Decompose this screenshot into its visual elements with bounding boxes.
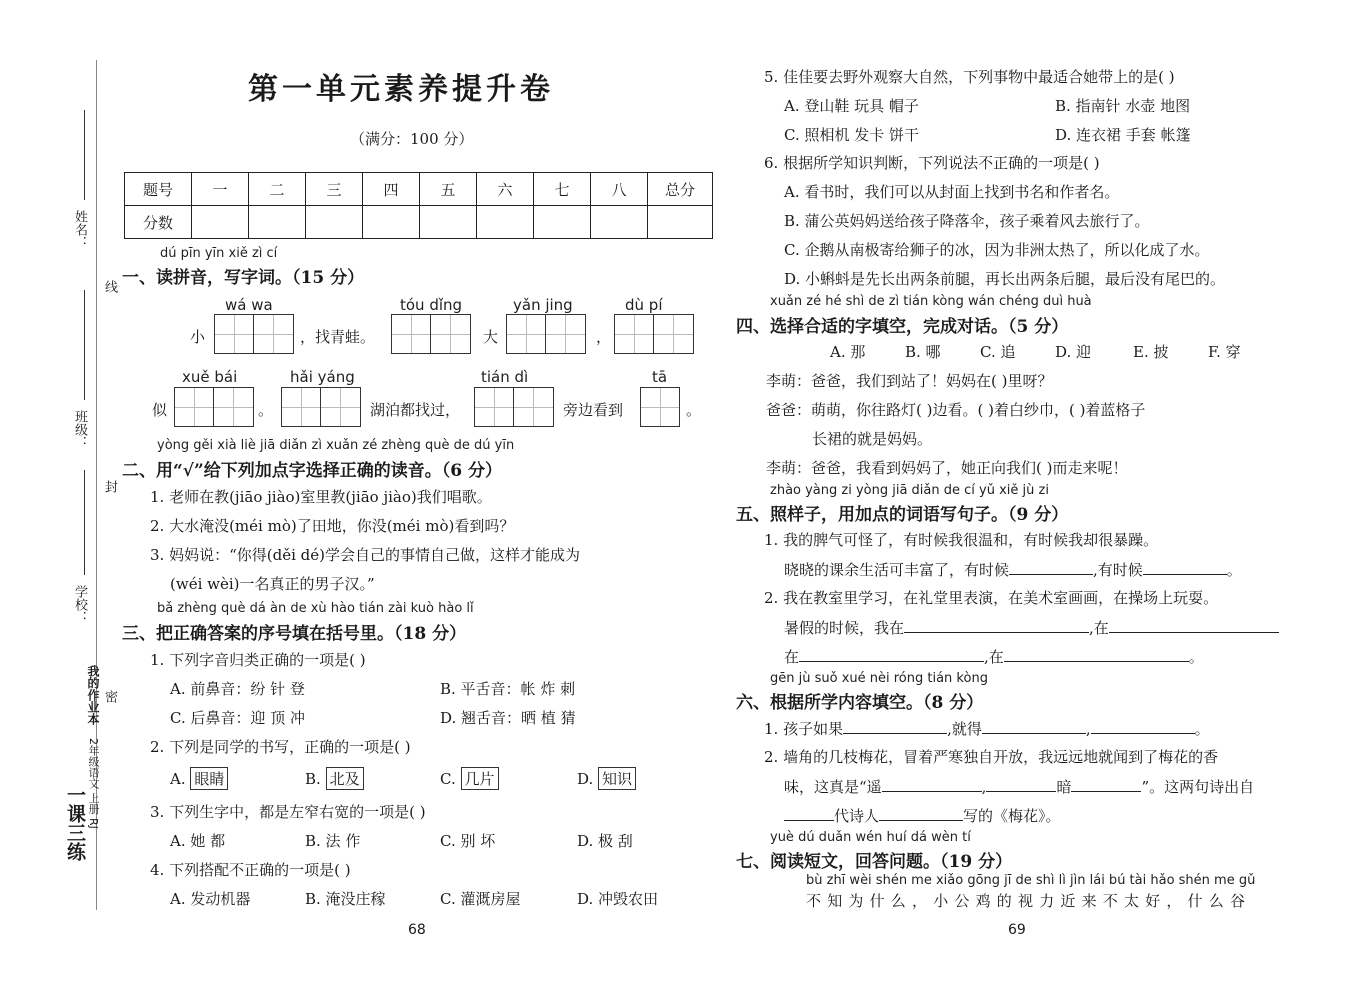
pinyin-gloss: bù zhī wèi shén me xiǎo gōng jī de shì lì jìn lái bú tài hǎo shén me gǔ <box>806 873 1256 888</box>
word-option[interactable]: E. 披 <box>1133 343 1169 361</box>
boxed-word: 眼睛 <box>190 767 228 790</box>
score-note: （满分：100 分） <box>350 130 474 148</box>
fill-text: 。 <box>1188 648 1204 666</box>
section-5-heading: 五、照样子，用加点的词语写句子。（9 分） <box>736 505 1069 525</box>
pinyin-prompt: tā <box>652 368 668 386</box>
answer-blank[interactable] <box>1143 558 1227 575</box>
sentence-text: 。 <box>686 401 702 419</box>
word-option[interactable]: C. 追 <box>980 343 1016 361</box>
word-option[interactable]: A. 那 <box>830 343 866 361</box>
fill-sentence <box>784 616 1279 638</box>
word-option[interactable]: F. 穿 <box>1208 343 1241 361</box>
word-option[interactable]: D. 迎 <box>1055 343 1092 361</box>
answer-blank[interactable] <box>1091 717 1195 734</box>
sentence-text: 。 <box>258 401 274 419</box>
question-item: 1. 下列字音归类正确的一项是( ) <box>150 651 366 669</box>
question-item: 4. 下列搭配不正确的一项是( ) <box>150 861 351 879</box>
option[interactable]: A. 她 都 <box>170 832 226 850</box>
option[interactable]: D. 翘舌音：晒 植 猜 <box>440 709 576 727</box>
fill-text: 暗 <box>1056 778 1072 796</box>
boxed-word: 知识 <box>598 767 636 790</box>
question-item: 3. 妈妈说：“你得(děi dé)学会自己的事情自己做，这样才能成为 <box>150 546 580 564</box>
fill-text: 1. 孩子如果 <box>764 720 844 738</box>
answer-blank[interactable] <box>904 616 1089 633</box>
page-number-left: 68 <box>408 922 426 938</box>
section-1-heading: 一、读拼音，写字词。（15 分） <box>122 268 365 288</box>
option[interactable]: C. 别 坏 <box>440 832 496 850</box>
option[interactable]: B. 法 作 <box>305 832 361 850</box>
boxed-word: 几片 <box>461 767 499 790</box>
fill-text: 写的《梅花》。 <box>963 807 1061 825</box>
question-item: 2. 墙角的几枝梅花，冒着严寒独自开放，我远远地就闻到了梅花的香 <box>764 748 1219 766</box>
question-item: 6. 根据所学知识判断，下列说法不正确的一项是( ) <box>764 154 1100 172</box>
answer-blank[interactable] <box>986 775 1056 792</box>
boxed-word: 北及 <box>326 767 364 790</box>
pinyin-gloss: xuǎn zé hé shì de zì tián kòng wán chéng duì huà <box>770 294 1092 309</box>
seal-feng: 封 <box>102 480 117 493</box>
section-2-heading: 二、用“√”给下列加点字选择正确的读音。（6 分） <box>122 461 502 481</box>
section-7-heading: 七、阅读短文，回答问题。（19 分） <box>736 852 1013 872</box>
score-cell[interactable] <box>648 206 713 239</box>
fill-text: 代诗人 <box>834 807 880 825</box>
score-header-cell: 四 <box>363 173 420 206</box>
answer-blank[interactable] <box>799 645 984 662</box>
score-cell[interactable] <box>534 206 591 239</box>
score-cell[interactable] <box>591 206 648 239</box>
score-header-cell: 题号 <box>125 173 192 206</box>
sentence-text: 湖泊都找过， <box>370 401 461 419</box>
option[interactable]: B. 淹没庄稼 <box>305 890 386 908</box>
option[interactable]: C. 照相机 发卡 饼干 <box>784 126 920 144</box>
fill-sentence <box>784 775 1254 797</box>
sentence-text: ，找青蛙。 <box>300 328 376 346</box>
option-letter: B. <box>305 770 321 788</box>
writing-grid[interactable] <box>391 314 471 354</box>
fill-text: 晓晓的课余生活可丰富了，有时候 <box>784 561 1010 579</box>
pinyin-gloss: dú pīn yīn xiě zì cí <box>160 246 278 261</box>
option[interactable]: A. 登山鞋 玩具 帽子 <box>784 97 919 115</box>
option[interactable]: C. 企鹅从南极寄给狮子的冰，因为非洲太热了，所以化成了水。 <box>784 241 1210 259</box>
score-header-cell: 二 <box>249 173 306 206</box>
writing-grid[interactable] <box>174 387 254 427</box>
option[interactable]: D. 小蝌蚪是先长出两条前腿，再长出两条后腿，最后没有尾巴的。 <box>784 270 1226 288</box>
writing-grid[interactable] <box>640 387 680 427</box>
score-header-cell: 五 <box>420 173 477 206</box>
brand-logo: 一课三练 <box>64 785 86 861</box>
fill-text: , <box>1085 720 1091 738</box>
class-label: 班级： <box>72 410 87 449</box>
question-item: 2. 下列是同学的书写，正确的一项是( ) <box>150 738 411 756</box>
school-label: 学校： <box>72 585 87 624</box>
writing-grid[interactable] <box>281 387 361 427</box>
seal-mi: 密 <box>102 690 117 703</box>
fill-sentence <box>784 645 1204 667</box>
score-table <box>124 172 713 239</box>
fill-sentence <box>784 558 1242 580</box>
option[interactable]: A. 前鼻音：纷 针 登 <box>170 680 305 698</box>
brand-subtitle: 我的作业本 <box>86 665 100 725</box>
score-header-cell: 六 <box>477 173 534 206</box>
score-cell[interactable] <box>420 206 477 239</box>
fill-text: ,在 <box>984 648 1004 666</box>
option[interactable]: D. 冲毁农田 <box>577 890 659 908</box>
question-item: 2. 大水淹没(méi mò)了田地，你没(méi mò)看到吗？ <box>150 517 515 535</box>
fill-text: 。 <box>1226 561 1242 579</box>
option[interactable]: A. 看书时，我们可以从封面上找到书名和作者名。 <box>784 183 1120 201</box>
fill-text: ,有时候 <box>1093 561 1143 579</box>
option[interactable]: D. 极 刮 <box>577 832 633 850</box>
sentence-text: 小 <box>190 328 206 346</box>
answer-blank[interactable] <box>1071 775 1141 792</box>
word-option[interactable]: B. 哪 <box>905 343 941 361</box>
section-3-heading: 三、把正确答案的序号填在括号里。（18 分） <box>122 624 467 644</box>
option[interactable]: C. 后鼻音：迎 顶 冲 <box>170 709 306 727</box>
pinyin-prompt: xuě bái <box>182 368 238 386</box>
option[interactable] <box>170 767 228 790</box>
page-title: 第一单元素养提升卷 <box>248 72 554 107</box>
pinyin-prompt: hǎi yáng <box>290 368 355 386</box>
dialog-line: 李萌：爸爸，我们到站了！妈妈在( )里呀？ <box>766 372 1053 390</box>
question-item: 1. 老师在教(jiāo jiào)室里教(jiāo jiào)我们唱歌。 <box>150 488 492 506</box>
score-header-cell: 三 <box>306 173 363 206</box>
name-field-line <box>84 110 85 200</box>
option-letter: A. <box>170 770 186 788</box>
option[interactable] <box>577 767 636 790</box>
writing-grid[interactable] <box>506 314 586 354</box>
sentence-text: 似 <box>152 401 168 419</box>
pinyin-gloss: bǎ zhèng què dá àn de xù hào tián zài kuò hào lǐ <box>157 601 474 616</box>
answer-blank[interactable] <box>1009 558 1093 575</box>
fill-text: ,就得 <box>947 720 982 738</box>
sentence-text: ， <box>596 328 612 346</box>
answer-blank[interactable] <box>784 804 834 821</box>
fill-text: 味，这真是“遥 <box>784 778 882 796</box>
score-cell[interactable] <box>249 206 306 239</box>
pinyin-prompt: yǎn jing <box>513 296 573 314</box>
pinyin-prompt: tóu dǐng <box>400 296 463 314</box>
option-letter: D. <box>577 770 594 788</box>
fill-text: ”。这两句诗出自 <box>1141 778 1255 796</box>
option[interactable] <box>305 767 364 790</box>
option[interactable]: B. 蒲公英妈妈送给孩子降落伞，孩子乘着风去旅行了。 <box>784 212 1150 230</box>
option[interactable]: A. 发动机器 <box>170 890 251 908</box>
option[interactable] <box>440 767 499 790</box>
answer-blank[interactable] <box>843 717 947 734</box>
dialog-line: 李萌：爸爸，我看到妈妈了，她正向我们( )而走来呢！ <box>766 459 1128 477</box>
pinyin-prompt: tián dì <box>481 368 529 386</box>
example-sentence: 2. 我在教室里学习，在礼堂里表演，在美术室画画，在操场上玩耍。 <box>764 589 1219 607</box>
section-6-heading: 六、根据所学内容填空。（8 分） <box>736 693 984 713</box>
section-4-heading: 四、选择合适的字填空，完成对话。（5 分） <box>736 317 1069 337</box>
score-cell[interactable] <box>363 206 420 239</box>
writing-grid[interactable] <box>474 387 554 427</box>
fill-text: 在 <box>784 648 800 666</box>
name-label: 姓名： <box>72 210 87 249</box>
fill-text: 。 <box>1194 720 1210 738</box>
sentence-text: 旁边看到 <box>563 401 624 419</box>
example-sentence: 1. 我的脾气可怪了，有时候我很温和，有时候我却很暴躁。 <box>764 531 1159 549</box>
seal-xian: 线 <box>102 280 117 293</box>
option[interactable]: C. 灌溉房屋 <box>440 890 521 908</box>
score-header-cell: 七 <box>534 173 591 206</box>
pinyin-gloss: gēn jù suǒ xué nèi róng tián kòng <box>770 671 988 686</box>
answer-blank[interactable] <box>1004 645 1189 662</box>
option[interactable]: B. 指南针 水壶 地图 <box>1055 97 1191 115</box>
fill-sentence <box>784 804 1061 826</box>
class-field-line <box>84 290 85 400</box>
score-cell[interactable] <box>306 206 363 239</box>
answer-blank[interactable] <box>879 804 963 821</box>
pinyin-gloss: yòng gěi xià liè jiā diǎn zì xuǎn zé zhèng què de dú yīn <box>157 438 515 453</box>
option-letter: C. <box>440 770 456 788</box>
option[interactable]: D. 连衣裙 手套 帐篷 <box>1055 126 1191 144</box>
writing-grid[interactable] <box>214 314 294 354</box>
question-item: (wéi wèi)一名真正的男子汉。” <box>170 575 375 593</box>
question-item: 5. 佳佳要去野外观察大自然，下列事物中最适合她带上的是( ) <box>764 68 1175 86</box>
pinyin-prompt: wá wa <box>225 296 273 314</box>
dialog-line: 爸爸：萌萌，你往路灯( )边看。( )着白纱巾，( )着蓝格子 <box>766 401 1146 419</box>
pinyin-gloss: yuè dú duǎn wén huí dá wèn tí <box>770 830 971 845</box>
option[interactable]: B. 平舌音：帐 炸 刺 <box>440 680 576 698</box>
fill-text: 暑假的时候，我在 <box>784 619 905 637</box>
answer-blank[interactable] <box>982 717 1086 734</box>
score-header-cell: 总分 <box>648 173 713 206</box>
pinyin-gloss: zhào yàng zi yòng jiā diǎn de cí yǔ xiě jù zi <box>770 483 1049 498</box>
answer-blank[interactable] <box>882 775 982 792</box>
answer-blank[interactable] <box>1109 616 1279 633</box>
pinyin-prompt: dù pí <box>625 296 663 314</box>
score-row-label: 分数 <box>125 206 192 239</box>
dialog-line: 长裙的就是妈妈。 <box>812 430 933 448</box>
reading-passage: 不知为什么，小公鸡的视力近来不太好，什么谷 <box>806 892 1252 910</box>
page-number-right: 69 <box>1008 922 1026 938</box>
grade-label: 2年级语文 上册 RJ <box>87 738 100 829</box>
fill-text: ,在 <box>1089 619 1109 637</box>
score-table-header-row <box>125 173 713 206</box>
score-table-score-row <box>125 206 713 239</box>
score-cell[interactable] <box>192 206 249 239</box>
fill-text: , <box>981 778 987 796</box>
question-item: 3. 下列生字中，都是左窄右宽的一项是( ) <box>150 803 426 821</box>
writing-grid[interactable] <box>614 314 694 354</box>
score-cell[interactable] <box>477 206 534 239</box>
sentence-text: 大 <box>483 328 499 346</box>
score-header-cell: 一 <box>192 173 249 206</box>
fill-sentence <box>764 717 1210 739</box>
score-header-cell: 八 <box>591 173 648 206</box>
school-field-line <box>84 470 85 575</box>
